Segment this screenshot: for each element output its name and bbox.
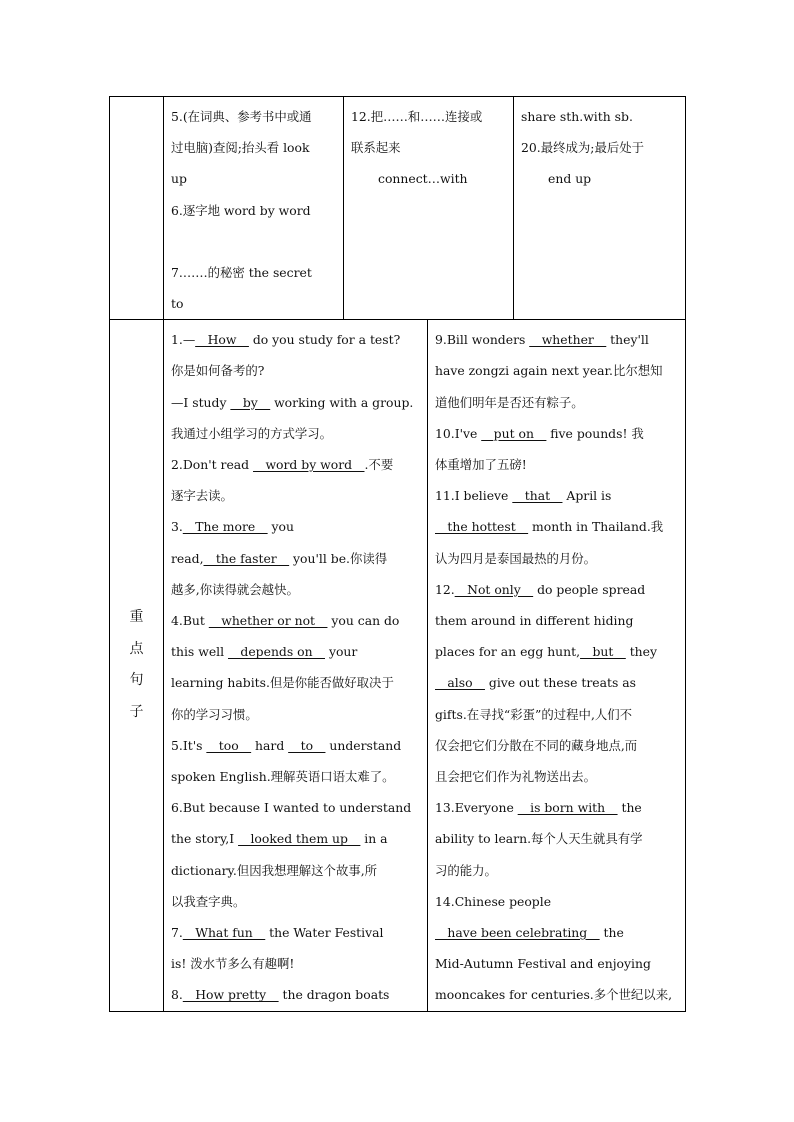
phrase-line: up bbox=[171, 171, 187, 187]
phrase-line: end up bbox=[548, 171, 592, 187]
sentence-line: __the hottest__ month in Thailand.我 bbox=[435, 519, 664, 535]
answer-blank: __is born with__ bbox=[517, 800, 618, 816]
sentence-line: ability to learn.每个人天生就具有学 bbox=[435, 831, 643, 847]
sentence-line: the story,I __looked them up__ in a bbox=[171, 831, 388, 847]
answer-blank: __by__ bbox=[230, 394, 271, 410]
answer-blank: __word by word__ bbox=[253, 457, 365, 473]
sentence-line: 习的能力。 bbox=[435, 862, 497, 878]
sentences-right-column bbox=[428, 320, 686, 1011]
answer-blank: __but__ bbox=[580, 644, 626, 660]
sentence-line: them around in different hiding bbox=[435, 613, 634, 629]
sentence-line: spoken English.理解英语口语太难了。 bbox=[171, 769, 395, 785]
sentence-line: Mid-Autumn Festival and enjoying bbox=[435, 956, 651, 972]
sentence-line: 越多,你读得就会越快。 bbox=[171, 581, 299, 597]
phrases-col-3 bbox=[514, 97, 686, 320]
phrase-line: share sth.with sb. bbox=[521, 109, 633, 124]
key-sentences-row bbox=[110, 320, 686, 1011]
answer-blank: __to__ bbox=[288, 737, 326, 753]
answer-blank: __How pretty__ bbox=[182, 987, 279, 1003]
sentence-line: __have been celebrating__ the bbox=[435, 925, 624, 941]
phrases-col-1 bbox=[164, 97, 344, 320]
sentence-line: 你的学习习惯。 bbox=[171, 706, 258, 722]
sentence-line: __also__ give out these treats as bbox=[435, 675, 636, 691]
sentence-line: 逐字去读。 bbox=[171, 488, 233, 504]
answer-blank: __the faster__ bbox=[203, 550, 290, 566]
sentence-line: dictionary.但因我想理解这个故事,所 bbox=[171, 862, 378, 878]
vocabulary-table bbox=[109, 96, 686, 1012]
sentence-line: 1.—__How__ do you study for a test? bbox=[171, 332, 401, 348]
phrase-line: 联系起来 bbox=[351, 140, 401, 156]
phrase-line: to bbox=[171, 296, 184, 312]
sentence-line: this well __depends on__ your bbox=[171, 644, 358, 660]
sentence-line: gifts.在寻找“彩蛋”的过程中,人们不 bbox=[435, 706, 633, 722]
answer-blank: __How__ bbox=[195, 332, 249, 348]
empty-label-cell bbox=[110, 97, 164, 320]
answer-blank: __whether or not__ bbox=[208, 613, 328, 629]
phrase-line: connect…with bbox=[378, 171, 468, 187]
sentence-line: learning habits.但是你能否做好取决于 bbox=[171, 675, 394, 691]
answer-blank: __The more__ bbox=[182, 519, 268, 535]
sentence-line: places for an egg hunt,__but__ they bbox=[435, 644, 657, 660]
answer-blank: __the hottest__ bbox=[435, 519, 529, 535]
section-label: 重 点 句 子 bbox=[110, 320, 164, 1011]
sentences-left-column bbox=[164, 320, 428, 1011]
sentence-line: 4.But __whether or not__ you can do bbox=[171, 613, 400, 629]
sentence-line: 9.Bill wonders __whether__ they'll bbox=[435, 332, 649, 348]
answer-blank: __Not only__ bbox=[454, 581, 534, 597]
sentence-line: 且会把它们作为礼物送出去。 bbox=[435, 769, 597, 785]
sentence-line: 2.Don't read __word by word__.不要 bbox=[171, 457, 394, 473]
answer-blank: __looked them up__ bbox=[238, 831, 361, 847]
sentence-line: 道他们明年是否还有粽子。 bbox=[435, 394, 584, 410]
sentence-line: 13.Everyone __is born with__ the bbox=[435, 800, 642, 816]
phrases-row bbox=[110, 97, 686, 320]
phrase-line: 6.逐字地 word by word bbox=[171, 202, 311, 218]
phrase-line: 20.最终成为;最后处于 bbox=[521, 140, 645, 156]
sentence-line: 6.But because I wanted to understand bbox=[171, 800, 412, 816]
sentence-line: 11.I believe __that__ April is bbox=[435, 488, 612, 504]
sentence-line: is! 泼水节多么有趣啊! bbox=[171, 956, 295, 972]
sentence-line: 7.__What fun__ the Water Festival bbox=[171, 925, 384, 941]
sentence-line: 仅会把它们分散在不同的藏身地点,而 bbox=[435, 737, 638, 753]
sentence-line: 体重增加了五磅! bbox=[435, 457, 527, 473]
sentence-line: have zongzi again next year.比尔想知 bbox=[435, 363, 663, 379]
sentence-line: 14.Chinese people bbox=[435, 893, 552, 909]
sentence-line: 你是如何备考的? bbox=[171, 363, 265, 379]
phrase-line: 5.(在词典、参考书中或通 bbox=[171, 109, 312, 124]
answer-blank: __too__ bbox=[206, 737, 252, 753]
blank-line bbox=[171, 226, 337, 257]
phrase-line: 过电脑)查阅;抬头看 look bbox=[171, 140, 310, 156]
phrase-line: 7.……的秘密 the secret bbox=[171, 264, 312, 280]
sentence-line: read,__the faster__ you'll be.你读得 bbox=[171, 550, 388, 566]
answer-blank: __What fun__ bbox=[182, 925, 266, 941]
phrase-line: 12.把……和……连接或 bbox=[351, 109, 483, 124]
sentence-line: 5.It's __too__ hard __to__ understand bbox=[171, 737, 402, 753]
sentence-line: 3.__The more__ you bbox=[171, 519, 294, 535]
answer-blank: __also__ bbox=[435, 675, 485, 691]
sentence-line: 认为四月是泰国最热的月份。 bbox=[435, 550, 597, 566]
sentence-line: 我通过小组学习的方式学习。 bbox=[171, 425, 333, 441]
answer-blank: __have been celebrating__ bbox=[435, 925, 600, 941]
sentence-line: —I study __by__ working with a group. bbox=[171, 394, 414, 410]
answer-blank: __put on__ bbox=[481, 425, 547, 441]
sentence-line: 10.I've __put on__ five pounds! 我 bbox=[435, 425, 644, 441]
sentence-line: 8.__How pretty__ the dragon boats bbox=[171, 987, 390, 1003]
answer-blank: __depends on__ bbox=[228, 644, 325, 660]
sentence-line: 以我查字典。 bbox=[171, 893, 246, 909]
phrases-col-2 bbox=[344, 97, 514, 320]
answer-blank: __whether__ bbox=[529, 332, 607, 348]
answer-blank: __that__ bbox=[512, 488, 563, 504]
sentence-line: 12.__Not only__ do people spread bbox=[435, 581, 646, 597]
sentence-line: mooncakes for centuries.多个世纪以来, bbox=[435, 987, 673, 1003]
